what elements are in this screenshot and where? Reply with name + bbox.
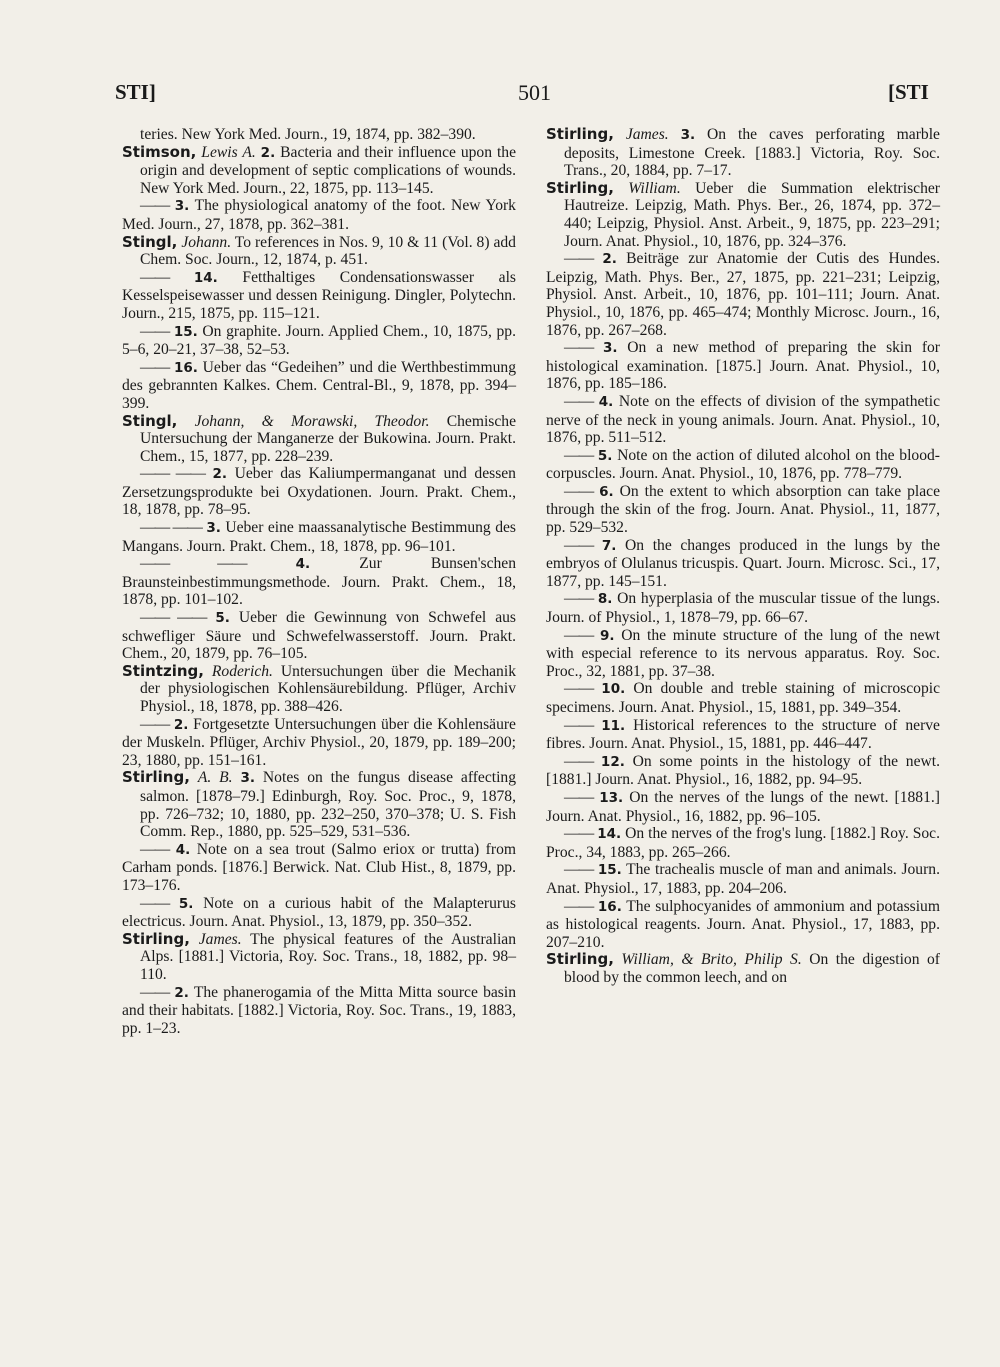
entry-number: 5. (215, 610, 230, 627)
entry-number: 2. (602, 251, 617, 268)
bibliography-entry (122, 144, 516, 198)
entry-number: 8. (597, 591, 613, 608)
bibliography-entry (122, 984, 516, 1038)
entry-number: 15. (597, 862, 622, 879)
bibliography-entry (546, 483, 940, 537)
bibliography-entry (546, 789, 940, 825)
entry-text: On the nerves of the lungs of the newt. [1881.] Journ. Anat. Physiol., 16, 1882, pp. 96–105. (546, 788, 940, 825)
entry-dash: —— (564, 825, 594, 843)
bibliography-entry (122, 716, 516, 770)
author-name: Stimson, (122, 142, 197, 161)
entry-text: Ueber das Kaliumpermanganat und dessen Zersetzungsprodukte bei Oxydationen. Journ. Prakt. Chem., 18, 1878, pp. 78–95. (122, 465, 516, 519)
entry-number: 3. (680, 127, 696, 143)
entry-number: 2. (212, 466, 228, 483)
entry-dash: —— (564, 861, 594, 879)
bibliography-entry (546, 861, 940, 897)
bibliography-entry (546, 627, 940, 681)
entry-dash: —— (564, 339, 594, 357)
entry-text: The trachealis muscle of man and animals. Journ. Anat. Physiol., 17, 1883, pp. 204–206. (546, 861, 940, 897)
bibliography-entry (122, 769, 516, 840)
entry-dash: —— (564, 446, 594, 464)
entry-text: Note on a curious habit of the Malapterurus electricus. Journ. Anat. Physiol., 13, 1879, pp. 350–352. (122, 894, 516, 931)
entry-text: Bacteria and their influence upon the origin and development of septic complications of wounds. New York Med. Journ., 22, 1875, pp. 113–145. (140, 143, 516, 197)
bibliography-entry (122, 841, 516, 895)
entry-number: 2. (260, 144, 276, 161)
entry-text: Fetthaltiges Condensationswasser als Kesselspeisewasser und dessen Reinigung. Dingler, Polytechn. Journ., 215, 1875, pp. 115–121. (122, 268, 516, 322)
entry-dash: —— (564, 536, 594, 554)
entry-text: On the caves perforating marble deposits, Limestone Creek. [1883.] Victoria, Roy. Soc. Trans., 20, 1884, pp. 7–17. (564, 126, 940, 180)
author-given-name: James. (625, 126, 669, 143)
bibliography-entry (546, 250, 940, 339)
bibliography-entry (546, 753, 940, 789)
entry-dash: —— (564, 752, 594, 770)
author-name: Stingl, (122, 411, 178, 430)
entry-number: 4. (295, 556, 311, 573)
bibliography-entry (122, 465, 516, 519)
entry-text: Ueber das “Gedeihen” und die Werthbestimmung des gebrannten Kalkes. Chem. Central-Bl., 9, 1878, pp. 394–399. (122, 358, 516, 412)
entry-text: On double and treble staining of microscopic specimens. Journ. Anat. Physiol., 15, 1881, pp. 349–354. (546, 680, 941, 716)
entry-number: 4. (598, 393, 614, 410)
author-given-name: Roderich. (211, 662, 273, 680)
entry-dash: —— —— (140, 555, 247, 573)
bibliography-entry (546, 951, 940, 986)
entry-number: 2. (173, 716, 189, 733)
bibliography-entry (546, 680, 940, 716)
entry-dash: —— (564, 897, 594, 915)
entry-dash: —— (140, 197, 170, 215)
entry-text: Note on the effects of division of the sympathetic nerve of the neck in young animals. Journ. Anat. Physiol., 10, 1876, pp. 511–512. (546, 392, 940, 447)
running-header (0, 80, 1000, 120)
entry-text: On hyperplasia of the muscular tissue of the lungs. Journ. of Physiol., 1, 1878–79, pp. 66–67. (546, 590, 940, 627)
entry-dash: —— (564, 680, 594, 698)
entry-dash: —— (140, 983, 170, 1001)
author-name: Stintzing, (122, 661, 204, 680)
author-name: Stingl, (122, 232, 178, 251)
bibliography-entry (122, 931, 516, 984)
entry-number: 11. (601, 717, 626, 734)
entry-text: On the nerves of the frog's lung. [1882.] Roy. Soc. Proc., 34, 1883, pp. 265–266. (546, 825, 940, 861)
entry-dash: —— (564, 250, 594, 268)
entry-text: teries. New York Med. Journ., 19, 1874, pp. 382–390. (140, 126, 476, 143)
bibliography-entry (546, 126, 940, 180)
entry-text: The physical features of the Australian Alps. [1881.] Victoria, Roy. Soc. Trans., 18, 1882, pp. 98–110. (140, 930, 516, 983)
entry-text: The physiological anatomy of the foot. New York Med. Journ., 27, 1878, pp. 362–381. (122, 197, 516, 233)
bibliography-entry (122, 269, 516, 323)
bibliography-entry (546, 339, 940, 393)
entry-number: 16. (597, 898, 622, 915)
entry-text: Ueber eine maassanalytische Bestimmung des Mangans. Journ. Prakt. Chem., 18, 1878, pp. 96–101. (122, 519, 516, 555)
entry-number: 3. (174, 198, 190, 215)
entry-number: 3. (240, 770, 256, 787)
entry-number: 3. (206, 520, 221, 537)
bibliography-entry (546, 537, 940, 591)
entry-number: 9. (599, 627, 615, 644)
entry-dash: —— (140, 840, 170, 858)
entry-dash: —— (140, 268, 170, 286)
author-given-name: Lewis A. (201, 143, 256, 161)
page-number: 501 (518, 80, 551, 105)
bibliography-entry (546, 825, 940, 861)
entry-text: Beiträge zur Anatomie der Cutis des Hundes. Leipzig, Math. Phys. Ber., 27, 1875, pp. 221–231; Leipzig, Physiol. Anst. Arbeit., 10, 1876, pp. 101–111; Journ. Anat. Physiol., 10, 1876, pp. 465–474; Monthly Microsc. Journ., 16, 1876, pp. 267–268. (546, 250, 940, 339)
author-given-name: William. (628, 179, 681, 197)
entry-text: Ueber die Gewinnung von Schwefel aus schwefliger Säure und Schwefelwasserstoff. Journ. Prakt. Chem., 20, 1879, pp. 76–105. (122, 609, 516, 663)
bibliography-entry (122, 197, 516, 233)
entry-number: 13. (599, 789, 624, 806)
entry-dash: —— (564, 716, 594, 734)
bibliography-entry (122, 609, 516, 663)
entry-dash: —— (564, 590, 594, 608)
bibliography-entry (546, 393, 940, 447)
entry-number: 15. (173, 323, 198, 340)
header-left: STI] (115, 80, 156, 104)
bibliography-entry (122, 519, 516, 555)
bibliography-entry (122, 413, 516, 466)
entry-number: 4. (175, 841, 191, 858)
entry-number: 6. (599, 483, 614, 500)
bibliography-entry (122, 359, 516, 413)
entry-text: On the minute structure of the lung of the newt with especial reference to its nervous apparatus. Roy. Soc. Proc., 32, 1881, pp. 37–38. (546, 626, 940, 680)
bibliography-entry (122, 323, 516, 359)
right-column (546, 126, 940, 987)
author-given-name: William, & Brito, Philip S. (621, 951, 802, 969)
entry-text: On graphite. Journ. Applied Chem., 10, 1875, pp. 5–6, 20–21, 37–38, 52–53. (122, 322, 517, 359)
entry-text: Note on a sea trout (Salmo eriox or trutta) from Carham ponds. [1876.] Berwick. Nat. Club Hist., 8, 1879, pp. 173–176. (122, 840, 516, 894)
entry-number: 5. (178, 895, 194, 912)
entry-dash: —— —— (140, 609, 207, 627)
entry-text: Notes on the fungus disease affecting salmon. [1878–79.] Edinburgh, Roy. Soc. Proc., 9, 1878, pp. 726–732; 10, 1880, pp. 232–250, 370–378; U. S. Fish Comm. Rep., 1880, pp. 525–529, 531–536. (140, 769, 517, 841)
author-name: Stirling, (546, 950, 614, 969)
bibliography-entry (122, 895, 516, 931)
bibliography-entry (546, 898, 940, 952)
entry-text: On a new method of preparing the skin for histological examination. [1875.] Journ. Anat. Physiol., 10, 1876, pp. 185–186. (546, 339, 940, 393)
entry-text: On some points in the histology of the newt. [1881.] Journ. Anat. Physiol., 16, 1882, pp. 94–95. (546, 752, 940, 789)
author-name: Stirling, (546, 178, 614, 197)
entry-dash: —— —— (140, 519, 202, 537)
entry-dash: —— (140, 715, 170, 733)
entry-text: To references in Nos. 9, 10 & 11 (Vol. 8) add Chem. Soc. Journ., 12, 1874, p. 451. (140, 233, 516, 269)
entry-number: 7. (601, 537, 617, 554)
entry-text: The phanerogamia of the Mitta Mitta source basin and their habitats. [1882.] Victoria, Roy. Soc. Trans., 19, 1883, pp. 1–23. (122, 983, 516, 1037)
entry-text: Fortgesetzte Untersuchungen über die Kohlensäure der Muskeln. Pflüger, Archiv Physiol., 20, 1879, pp. 189–200; 23, 1880, pp. 151–161. (122, 715, 516, 769)
header-right: [STI (888, 80, 929, 104)
author-given-name: James. (198, 930, 242, 948)
entry-dash: —— (140, 358, 170, 376)
entry-dash: —— (140, 322, 170, 340)
entry-number: 5. (597, 447, 613, 464)
bibliography-entry (546, 717, 940, 753)
entry-text: Zur Bunsen'schen Braunsteinbestimmungsmethode. Journ. Prakt. Chem., 18, 1878, pp. 101–102. (122, 555, 517, 609)
bibliography-entry (122, 234, 516, 269)
entry-number: 14. (193, 269, 218, 286)
author-given-name: Johann. (181, 233, 232, 251)
bibliography-entry (546, 447, 940, 483)
entry-number: 2. (174, 984, 189, 1001)
author-name: Stirling, (122, 929, 190, 948)
entry-text: On the changes produced in the lungs by the embryos of Olulanus tricuspis. Quart. Journ. Microsc. Sci., 17, 1877, pp. 145–151. (546, 536, 941, 590)
entry-dash: —— (564, 482, 594, 500)
author-name: Stirling, (122, 768, 190, 787)
author-given-name: A. B. (197, 769, 233, 787)
entry-text: On the digestion of blood by the common leech, and on (564, 951, 940, 986)
entry-number: 10. (601, 681, 626, 698)
entry-text: Ueber die Summation elektrischer Hautreize. Leipzig, Math. Phys. Ber., 26, 1874, pp. 372–440; Leipzig, Physiol. Anst. Arbeit., 9, 1875, pp. 223–291; Journ. Anat. Physiol., 10, 1876, pp. 324–376. (564, 179, 940, 250)
author-name: Stirling, (546, 125, 614, 143)
entry-dash: —— (564, 392, 594, 410)
entry-text: Historical references to the structure of nerve fibres. Journ. Anat. Physiol., 15, 1881, pp. 446–447. (546, 716, 940, 753)
author-given-name: Johann, & Morawski, Theodor. (194, 412, 430, 430)
entry-dash: —— (564, 788, 594, 806)
left-column (122, 126, 516, 1037)
bibliography-entry (546, 590, 940, 626)
entry-text: On the extent to which absorption can take place through the skin of the frog. Journ. Anat. Physiol., 11, 1877, pp. 529–532. (546, 482, 940, 537)
entry-text: The sulphocyanides of ammonium and potassium as histological reagents. Journ. Anat. Physiol., 17, 1883, pp. 207–210. (546, 897, 940, 951)
entry-text: Untersuchungen über die Mechanik der physiologischen Kohlensäurebildung. Pflüger, Archiv Physiol., 18, 1878, pp. 388–426. (140, 662, 516, 715)
bibliography-entry (122, 663, 516, 716)
bibliography-entry (122, 126, 516, 144)
bibliography-entry (546, 180, 940, 250)
entry-number: 3. (602, 340, 618, 357)
entry-text: Note on the action of diluted alcohol on the blood-corpuscles. Journ. Anat. Physiol., 10, 1876, pp. 778–779. (546, 446, 940, 483)
entry-number: 12. (600, 753, 625, 770)
entry-dash: —— (140, 894, 170, 912)
bibliography-entry (122, 555, 516, 609)
entry-dash: —— (564, 626, 594, 644)
entry-dash: —— —— (140, 465, 205, 483)
entry-number: 16. (173, 359, 198, 376)
entry-number: 14. (597, 826, 622, 843)
entry-text: Chemische Untersuchung der Manganerze der Bukowina. Journ. Prakt. Chem., 15, 1877, pp. 228–239. (140, 412, 516, 465)
